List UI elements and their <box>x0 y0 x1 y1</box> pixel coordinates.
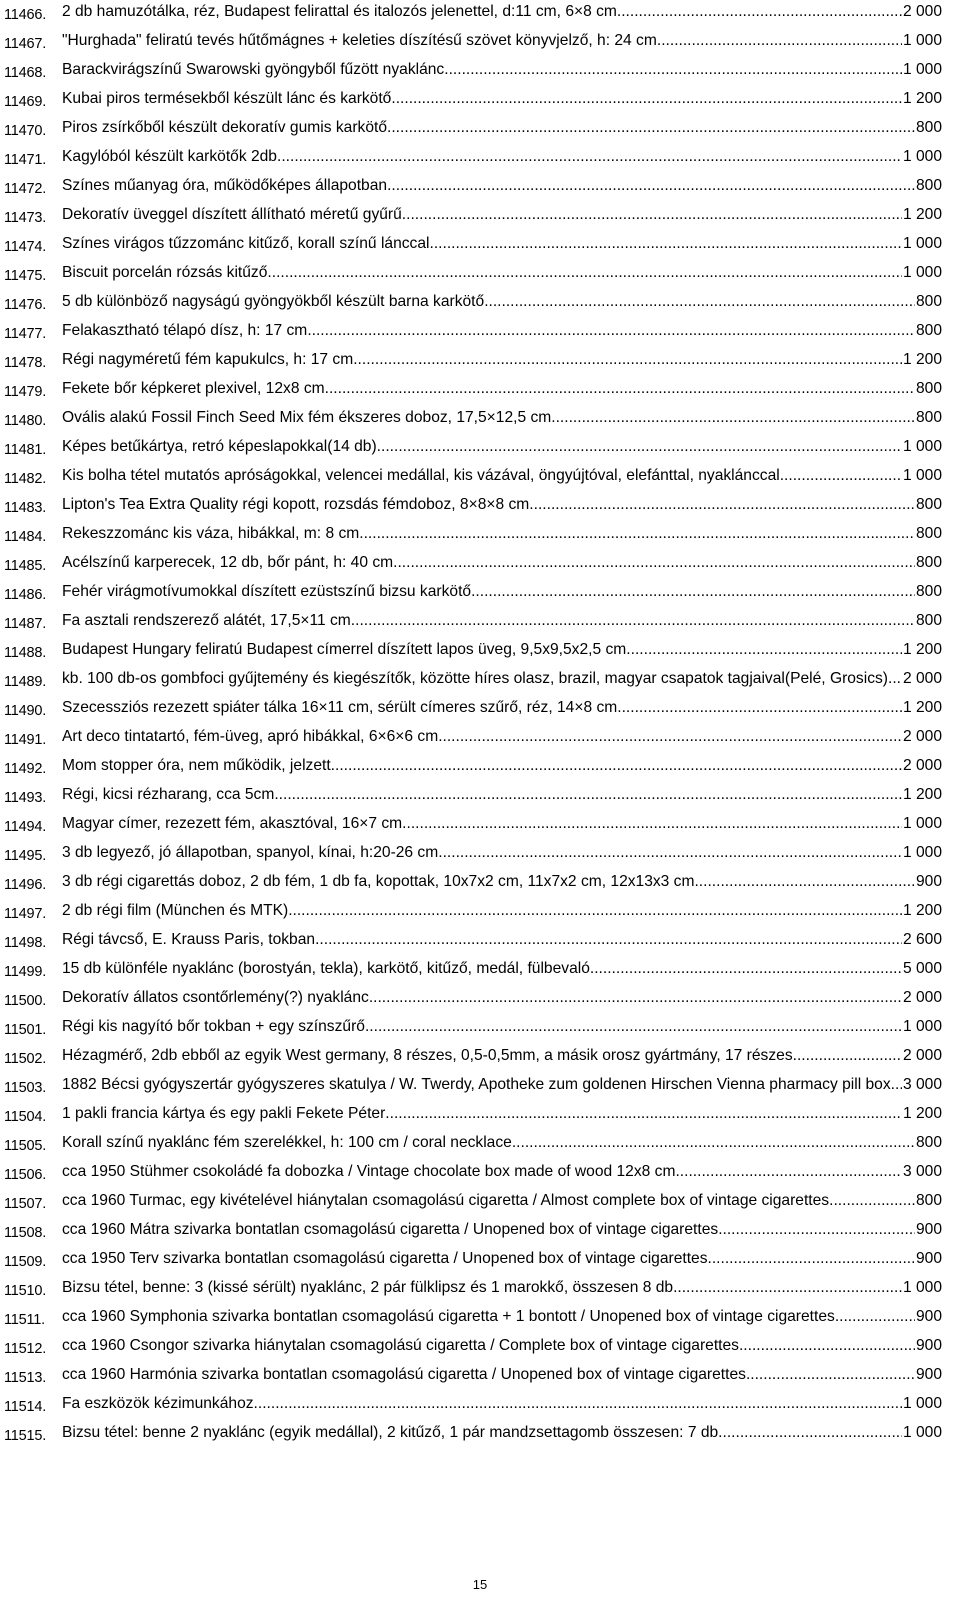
lot-description: Magyar címer, rezezett fém, akasztóval, 16×7 cm ..... <box>62 815 402 832</box>
lot-number: 11484. <box>4 529 47 545</box>
lot-description: Kis bolha tétel mutatós apróságokkal, velencei medállal, kis vázával, öngyújtóval, elefánttal, nyaklánccal ..... <box>62 467 780 484</box>
lot-number: 11510. <box>4 1283 47 1299</box>
lot-body <box>62 205 942 224</box>
lot-price: 3 000 <box>902 1163 942 1180</box>
lot-price: 2 000 <box>902 989 942 1006</box>
lot-item <box>4 1046 942 1069</box>
lot-description: Fa asztali rendszerező alátét, 17,5×11 cm ..... <box>62 612 351 629</box>
lot-number: 11478. <box>4 355 47 371</box>
lot-description: Piros zsírkőből készült dekoratív gumis karkötő ..... <box>62 119 387 136</box>
lot-body <box>62 437 942 456</box>
lot-description: Budapest Hungary feliratú Budapest címerrel díszített lapos üveg, 9,5x9,5x2,5 cm ..... <box>62 641 626 658</box>
lot-number: 11492. <box>4 761 47 777</box>
lot-item <box>4 843 942 866</box>
lot-description: Barackvirágszínű Swarowski gyöngyből fűzött nyaklánc ..... <box>62 61 444 78</box>
lot-price: 800 <box>915 119 942 136</box>
lot-price: 800 <box>915 409 942 426</box>
lot-item <box>4 988 942 1011</box>
lot-price: 1 000 <box>902 148 942 165</box>
lot-body <box>62 785 942 804</box>
lot-price: 800 <box>915 177 942 194</box>
lot-price: 900 <box>915 1337 942 1354</box>
lot-body <box>62 118 942 137</box>
lot-number: 11505. <box>4 1138 47 1154</box>
lot-body <box>62 814 942 833</box>
lot-body <box>62 553 942 572</box>
lot-price: 800 <box>915 1192 942 1209</box>
lot-body <box>62 263 942 282</box>
lot-price: 1 000 <box>902 1018 942 1035</box>
lot-body <box>62 756 942 775</box>
lot-number: 11473. <box>4 210 47 226</box>
lot-description: Színes virágos tűzzománc kitűző, korall színű lánccal ..... <box>62 235 429 252</box>
lot-number: 11470. <box>4 123 47 139</box>
lot-number: 11500. <box>4 993 47 1009</box>
lot-description: Felakasztható télapó dísz, h: 17 cm ..... <box>62 322 307 339</box>
lot-description: Fa eszközök kézimunkához ..... <box>62 1395 254 1412</box>
lot-body <box>62 640 942 659</box>
lot-item <box>4 1249 942 1272</box>
lot-price: 1 000 <box>902 844 942 861</box>
lot-price: 1 000 <box>902 235 942 252</box>
lot-price: 1 000 <box>902 264 942 281</box>
lot-body <box>62 901 942 920</box>
lot-body <box>62 611 942 630</box>
lot-number: 11468. <box>4 65 47 81</box>
lot-body <box>62 1423 942 1442</box>
lot-item <box>4 1336 942 1359</box>
lot-description: Fehér virágmotívumokkal díszített ezüstszínű bizsu karkötő ..... <box>62 583 471 600</box>
lot-price: 3 000 <box>902 1076 942 1093</box>
lot-item <box>4 118 942 141</box>
lot-number: 11491. <box>4 732 47 748</box>
lot-number: 11515. <box>4 1428 47 1444</box>
lot-number: 11485. <box>4 558 47 574</box>
lot-price: 1 200 <box>902 699 942 716</box>
lot-item <box>4 1220 942 1243</box>
lot-item <box>4 930 942 953</box>
lot-description: Art deco tintatartó, fém-üveg, apró hibákkal, 6×6×6 cm ..... <box>62 728 438 745</box>
lot-number: 11493. <box>4 790 47 806</box>
lot-item <box>4 1075 942 1098</box>
lot-item <box>4 756 942 779</box>
lot-description: cca 1960 Mátra szivarka bontatlan csomagolású cigaretta / Unopened box of vintage cigarettes ..... <box>62 1221 718 1238</box>
lot-number: 11495. <box>4 848 47 864</box>
lot-item <box>4 321 942 344</box>
lot-item <box>4 408 942 431</box>
lot-price: 1 200 <box>902 786 942 803</box>
lot-body <box>62 1394 942 1413</box>
lot-description: Dekoratív állatos csontőrlemény(?) nyaklánc ..... <box>62 989 369 1006</box>
lot-description: Bizsu tétel, benne: 3 (kissé sérült) nyaklánc, 2 pár fülklipsz és 1 marokkő, összesen 8 db ..... <box>62 1279 673 1296</box>
lot-body <box>62 1191 942 1210</box>
lot-item <box>4 263 942 286</box>
lot-number: 11488. <box>4 645 47 661</box>
lot-price: 800 <box>915 525 942 542</box>
lot-number: 11481. <box>4 442 47 458</box>
lot-body <box>62 1249 942 1268</box>
lot-body <box>62 234 942 253</box>
lot-price: 800 <box>915 293 942 310</box>
lot-number: 11498. <box>4 935 47 951</box>
lot-body <box>62 727 942 746</box>
lot-item <box>4 1133 942 1156</box>
lot-description: Rekeszzománc kis váza, hibákkal, m: 8 cm ..... <box>62 525 359 542</box>
lot-number: 11466. <box>4 7 47 23</box>
lot-description: Ovális alakú Fossil Finch Seed Mix fém ékszeres doboz, 17,5×12,5 cm ..... <box>62 409 551 426</box>
lot-description: Színes műanyag óra, működőképes állapotban ..... <box>62 177 387 194</box>
lot-body <box>62 1365 942 1384</box>
lot-description: cca 1960 Csongor szivarka hiánytalan csomagolású cigaretta / Complete box of vintage cigarettes ..... <box>62 1337 739 1354</box>
lot-item <box>4 582 942 605</box>
lot-price: 1 200 <box>902 1105 942 1122</box>
lot-body <box>62 379 942 398</box>
lot-number: 11511. <box>4 1312 45 1328</box>
lot-description: cca 1950 Terv szivarka bontatlan csomagolású cigaretta / Unopened box of vintage cigarettes ..... <box>62 1250 708 1267</box>
lot-description: 2 db régi film (München és MTK) ..... <box>62 902 288 919</box>
lot-item <box>4 1423 942 1446</box>
lot-description: Korall színű nyaklánc fém szerelékkel, h: 100 cm / coral necklace ..... <box>62 1134 512 1151</box>
lot-item <box>4 31 942 54</box>
lot-item <box>4 495 942 518</box>
lot-price: 900 <box>915 1366 942 1383</box>
lot-price: 1 200 <box>902 902 942 919</box>
lot-number: 11506. <box>4 1167 47 1183</box>
lot-item <box>4 553 942 576</box>
lot-body <box>62 930 942 949</box>
lot-body <box>62 698 942 717</box>
lot-price: 1 200 <box>902 351 942 368</box>
lot-price: 800 <box>915 554 942 571</box>
lot-description: Fekete bőr képkeret plexivel, 12x8 cm ..... <box>62 380 325 397</box>
lot-item <box>4 1394 942 1417</box>
lot-body <box>62 147 942 166</box>
lot-body <box>62 988 942 1007</box>
lot-number: 11497. <box>4 906 47 922</box>
lot-item <box>4 1017 942 1040</box>
lot-body <box>62 669 942 688</box>
lot-number: 11514. <box>4 1399 47 1415</box>
lot-body <box>62 60 942 79</box>
lot-price: 1 000 <box>902 1424 942 1441</box>
lot-description: 1 pakli francia kártya és egy pakli Fekete Péter ..... <box>62 1105 385 1122</box>
lot-number: 11490. <box>4 703 47 719</box>
lot-price: 800 <box>915 1134 942 1151</box>
lot-price: 800 <box>915 322 942 339</box>
lot-price: 1 000 <box>902 61 942 78</box>
lot-item <box>4 147 942 170</box>
lot-body <box>62 495 942 514</box>
lot-price: 1 000 <box>902 438 942 455</box>
lot-body <box>62 350 942 369</box>
lot-item <box>4 611 942 634</box>
lot-item <box>4 524 942 547</box>
lot-item <box>4 176 942 199</box>
lot-body <box>62 959 942 978</box>
lot-body <box>62 176 942 195</box>
lot-number: 11508. <box>4 1225 47 1241</box>
lot-number: 11489. <box>4 674 47 690</box>
lot-number: 11475. <box>4 268 47 284</box>
lot-number: 11504. <box>4 1109 47 1125</box>
lot-price: 900 <box>915 1221 942 1238</box>
lot-item <box>4 669 942 692</box>
lot-item <box>4 1365 942 1388</box>
lot-description: 2 db hamuzótálka, réz, Budapest felirattal és italozós jelenettel, d:11 cm, 6×8 cm ..... <box>62 3 617 20</box>
lot-item <box>4 814 942 837</box>
lot-number: 11476. <box>4 297 47 313</box>
lot-price: 2 000 <box>902 757 942 774</box>
lot-price: 5 000 <box>902 960 942 977</box>
lot-item <box>4 89 942 112</box>
lot-description: Bizsu tétel: benne 2 nyaklánc (egyik medállal), 2 kitűző, 1 pár mandzsettagomb összesen: 7 db ..... <box>62 1424 718 1441</box>
lot-number: 11471. <box>4 152 47 168</box>
lot-number: 11482. <box>4 471 47 487</box>
lot-number: 11467. <box>4 36 47 52</box>
lot-description: Régi, kicsi rézharang, cca 5cm ..... <box>62 786 274 803</box>
lot-body <box>62 872 942 891</box>
lot-number: 11483. <box>4 500 47 516</box>
lot-body <box>62 1075 942 1094</box>
lot-number: 11477. <box>4 326 47 342</box>
lot-price: 1 200 <box>902 641 942 658</box>
page-number: 15 <box>472 1577 488 1592</box>
lot-number: 11509. <box>4 1254 47 1270</box>
lot-price: 900 <box>915 1250 942 1267</box>
lot-body <box>62 1017 942 1036</box>
lot-body <box>62 292 942 311</box>
lot-item <box>4 60 942 83</box>
lot-number: 11513. <box>4 1370 47 1386</box>
lot-body <box>62 1307 942 1326</box>
lot-number: 11469. <box>4 94 47 110</box>
lot-description: Régi nagyméretű fém kapukulcs, h: 17 cm ..... <box>62 351 353 368</box>
lot-price: 2 000 <box>902 728 942 745</box>
lot-price: 2 000 <box>902 1047 942 1064</box>
lot-item <box>4 727 942 750</box>
lot-description: Biscuit porcelán rózsás kitűző ..... <box>62 264 267 281</box>
lot-description: kb. 100 db-os gombfoci gyűjtemény és kiegészítők, közötte híres olasz, brazil, magyar csapatok tagjaival(Pelé, Grosics) ..... <box>62 670 888 687</box>
lot-body <box>62 1133 942 1152</box>
lot-item <box>4 1191 942 1214</box>
lot-price: 1 200 <box>902 90 942 107</box>
lot-item <box>4 437 942 460</box>
lot-price: 800 <box>915 612 942 629</box>
lot-body <box>62 1046 942 1065</box>
lot-description: 5 db különböző nagyságú gyöngyökből készült barna karkötő ..... <box>62 293 484 310</box>
lot-item <box>4 1104 942 1127</box>
lot-description: Hézagmérő, 2db ebből az egyik West germany, 8 részes, 0,5-0,5mm, a másik orosz gyártmány, 17 részes ..... <box>62 1047 793 1064</box>
lot-description: Kagylóból készült karkötők 2db ..... <box>62 148 277 165</box>
lot-item <box>4 872 942 895</box>
lot-price: 900 <box>915 873 942 890</box>
lot-number: 11487. <box>4 616 47 632</box>
lot-number: 11503. <box>4 1080 47 1096</box>
lot-item <box>4 292 942 315</box>
lot-description: 3 db legyező, jó állapotban, spanyol, kínai, h:20-26 cm ..... <box>62 844 438 861</box>
lot-description: 15 db különféle nyaklánc (borostyán, tekla), karkötő, kitűző, medál, fülbevaló ..... <box>62 960 590 977</box>
lot-number: 11486. <box>4 587 47 603</box>
lot-price: 1 000 <box>902 1279 942 1296</box>
lot-description: Acélszínű karperecek, 12 db, bőr pánt, h: 40 cm ..... <box>62 554 393 571</box>
lot-item <box>4 205 942 228</box>
lot-description: Dekoratív üveggel díszített állítható méretű gyűrű ..... <box>62 206 402 223</box>
lot-body <box>62 1278 942 1297</box>
lot-description: Régi kis nagyító bőr tokban + egy színszűrő ..... <box>62 1018 365 1035</box>
lot-price: 800 <box>915 496 942 513</box>
lot-item <box>4 1278 942 1301</box>
lot-number: 11480. <box>4 413 47 429</box>
lot-body <box>62 89 942 108</box>
lot-item <box>4 1162 942 1185</box>
lot-description: cca 1960 Harmónia szivarka bontatlan csomagolású cigaretta / Unopened box of vintage cigarettes ..... <box>62 1366 746 1383</box>
lot-item <box>4 698 942 721</box>
lot-description: Szecessziós rezezett spiáter tálka 16×11 cm, sérült címeres szűrő, réz, 14×8 cm ..... <box>62 699 617 716</box>
lot-description: Mom stopper óra, nem működik, jelzett ..... <box>62 757 331 774</box>
lot-price: 800 <box>915 380 942 397</box>
lot-item <box>4 785 942 808</box>
lot-description: Képes betűkártya, retró képeslapokkal(14 db) ..... <box>62 438 377 455</box>
lot-body <box>62 1162 942 1181</box>
lot-body <box>62 2 942 21</box>
lot-body <box>62 1336 942 1355</box>
lot-price: 2 600 <box>902 931 942 948</box>
lot-item <box>4 901 942 924</box>
lot-number: 11507. <box>4 1196 47 1212</box>
lot-number: 11494. <box>4 819 47 835</box>
lot-number: 11499. <box>4 964 47 980</box>
lot-number: 11472. <box>4 181 47 197</box>
lot-description: cca 1950 Stühmer csokoládé fa dobozka / Vintage chocolate box made of wood 12x8 cm ..... <box>62 1163 675 1180</box>
lot-price: 1 000 <box>902 32 942 49</box>
lot-description: 3 db régi cigarettás doboz, 2 db fém, 1 db fa, kopottak, 10x7x2 cm, 11x7x2 cm, 12x13x3 cm ..... <box>62 873 694 890</box>
lot-number: 11501. <box>4 1022 47 1038</box>
lot-list <box>4 2 942 1446</box>
lot-body <box>62 582 942 601</box>
lot-item <box>4 350 942 373</box>
lot-body <box>62 31 942 50</box>
lot-number: 11479. <box>4 384 47 400</box>
lot-item <box>4 640 942 663</box>
lot-item <box>4 379 942 402</box>
lot-price: 1 000 <box>902 1395 942 1412</box>
lot-price: 2 000 <box>902 670 942 687</box>
lot-number: 11496. <box>4 877 47 893</box>
lot-body <box>62 524 942 543</box>
lot-body <box>62 466 942 485</box>
lot-item <box>4 959 942 982</box>
lot-price: 1 000 <box>902 467 942 484</box>
lot-price: 2 000 <box>902 3 942 20</box>
lot-price: 1 200 <box>902 206 942 223</box>
lot-price: 900 <box>915 1308 942 1325</box>
lot-body <box>62 408 942 427</box>
lot-description: Lipton's Tea Extra Quality régi kopott, rozsdás fémdoboz, 8×8×8 cm ..... <box>62 496 529 513</box>
lot-number: 11512. <box>4 1341 47 1357</box>
lot-description: "Hurghada" feliratú tevés hűtőmágnes + keleties díszítésű szövet könyvjelző, h: 24 cm ..... <box>62 32 657 49</box>
lot-description: cca 1960 Turmac, egy kivételével hiánytalan csomagolású cigaretta / Almost complete box of vintage cigarettes ..... <box>62 1192 829 1209</box>
lot-body <box>62 321 942 340</box>
lot-item <box>4 234 942 257</box>
lot-item <box>4 1307 942 1330</box>
lot-body <box>62 1104 942 1123</box>
lot-body <box>62 1220 942 1239</box>
lot-price: 800 <box>915 583 942 600</box>
lot-body <box>62 843 942 862</box>
lot-price: 1 000 <box>902 815 942 832</box>
lot-description: Kubai piros termésekből készült lánc és karkötő ..... <box>62 90 391 107</box>
lot-item <box>4 2 942 25</box>
lot-description: 1882 Bécsi gyógyszertár gyógyszeres skatulya / W. Twerdy, Apotheke zum goldenen Hirschen Vienna pharmacy pill box ..... <box>62 1076 891 1093</box>
lot-number: 11474. <box>4 239 47 255</box>
lot-description: cca 1960 Symphonia szivarka bontatlan csomagolású cigaretta + 1 bontott / Unopened box of vintage cigarettes ..... <box>62 1308 835 1325</box>
lot-number: 11502. <box>4 1051 47 1067</box>
lot-description: Régi távcső, E. Krauss Paris, tokban ..... <box>62 931 315 948</box>
lot-item <box>4 466 942 489</box>
